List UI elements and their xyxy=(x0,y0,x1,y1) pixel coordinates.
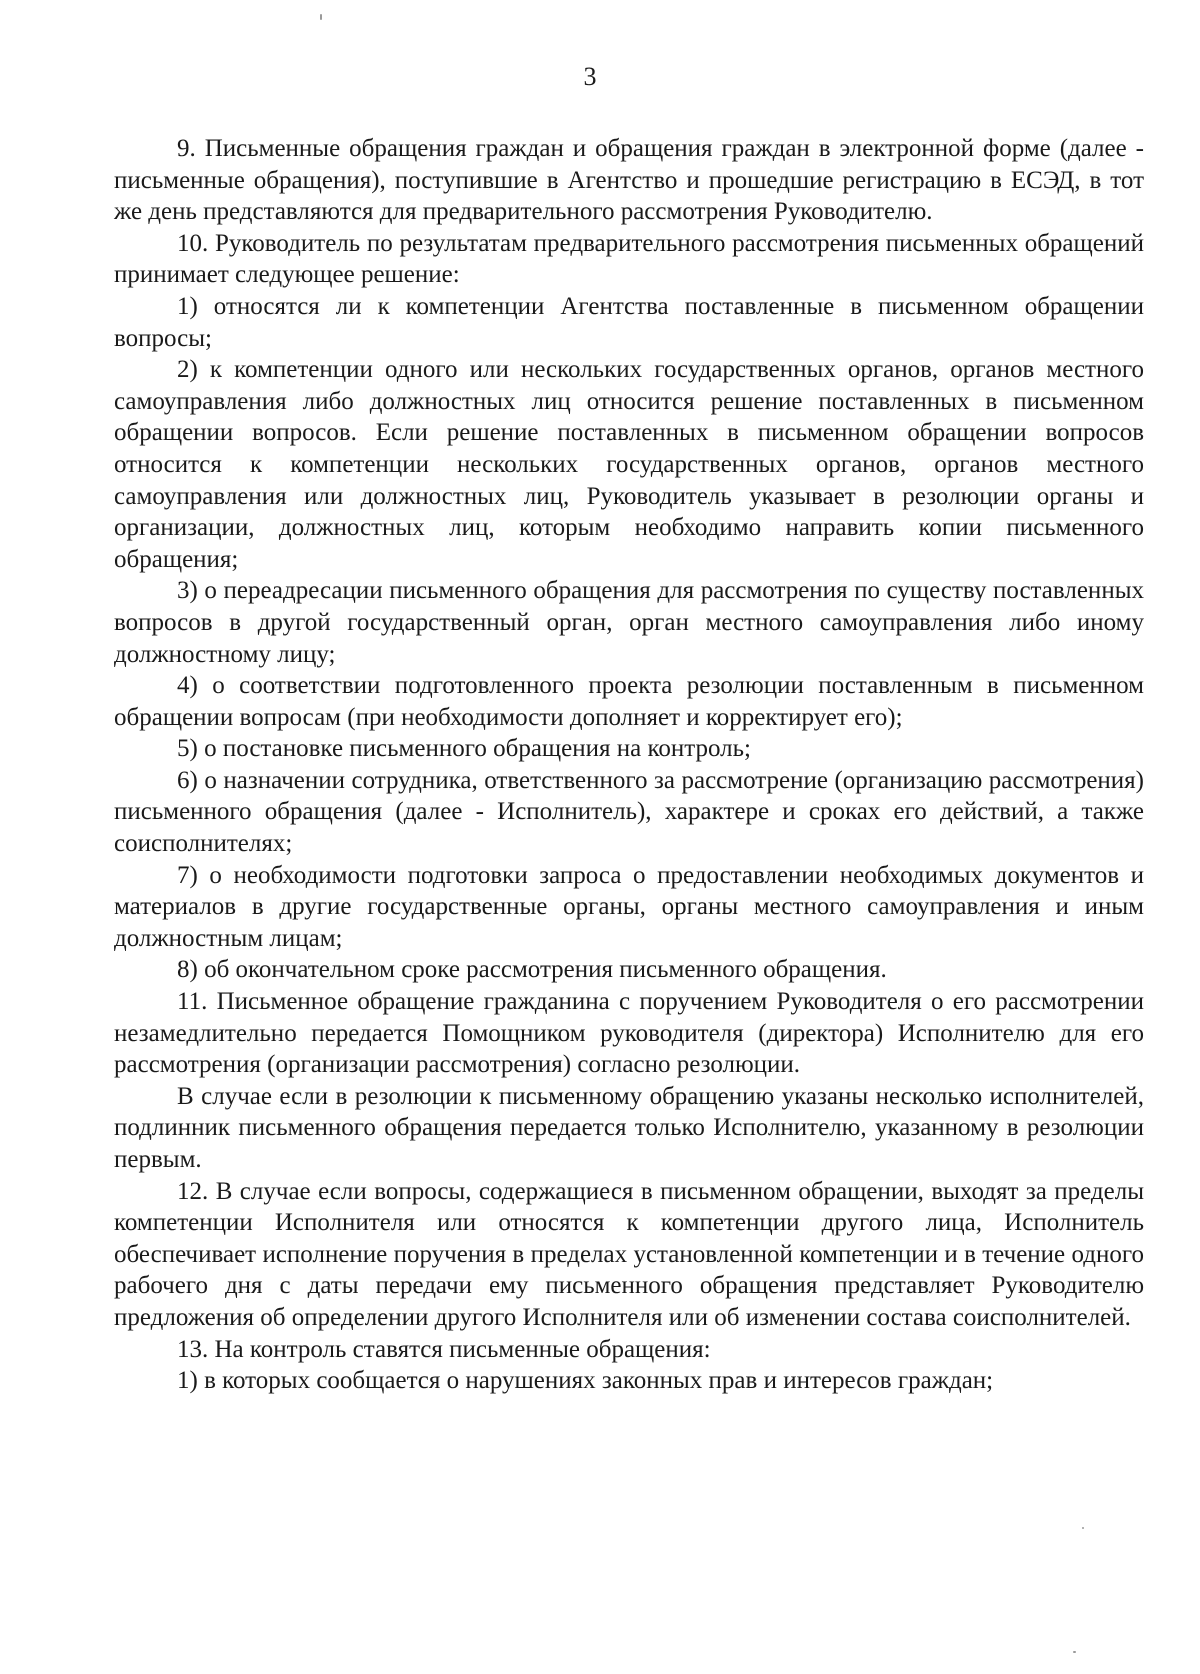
paragraph-10-item-3: 3) о переадресации письменного обращения для рассмотрения по существу поставленных вопросов в другой государственный орган, орган местного самоуправления либо иному должностному лицу; xyxy=(114,577,1144,668)
scan-speck xyxy=(1073,1651,1076,1653)
page-number: 3 xyxy=(583,62,597,91)
paragraph-10-item-2: 2) к компетенции одного или нескольких государственных органов, органов местного самоуправления либо должностных лиц относится решение поставленных в письменном обращении вопросов. Если решение поставленных в письменном обращении вопросов относится к компетенции нескольких государственных органов, органов местного самоуправления или должностных лиц, Руководитель указывает в резолюции органы и организации, должностных лиц, которым необходимо направить копии письменного обращения; xyxy=(114,356,1144,573)
paragraph-10-item-7: 7) о необходимости подготовки запроса о предоставлении необходимых документов и материалов в другие государственные органы, органы местного самоуправления и иным должностным лицам; xyxy=(114,861,1144,952)
paragraph-10: 10. Руководитель по результатам предварительного рассмотрения письменных обращений принимает следующее решение: xyxy=(114,229,1144,289)
paragraph-11: 11. Письменное обращение гражданина с поручением Руководителя о его рассмотрении незамедлительно передается Помощником руководителя (директора) Исполнителю для его рассмотрения (организации рассмотрения) согласно резолюции. xyxy=(114,988,1144,1079)
paragraph-13-item-1: 1) в которых сообщается о нарушениях законных прав и интересов граждан; xyxy=(177,1367,994,1395)
paragraph-10-item-6: 6) о назначении сотрудника, ответственного за рассмотрение (организацию рассмотрения) письменного обращения (далее - Исполнитель), характере и сроках его действий, а также соисполнителях; xyxy=(114,766,1144,858)
paragraph-10-item-5: 5) о постановке письменного обращения на контроль; xyxy=(177,735,751,763)
paragraph-10-item-1: 1) относятся ли к компетенции Агентства поставленные в письменном обращении вопросы; xyxy=(114,292,1144,352)
paragraph-11-continued: В случае если в резолюции к письменному обращению указаны несколько исполнителей, подлинник письменного обращения передается только Исполнителю, указанному в резолюции первым. xyxy=(114,1082,1144,1173)
paragraph-10-item-4: 4) о соответствии подготовленного проекта резолюции поставленным в письменном обращении вопросам (при необходимости дополняет и корректирует его); xyxy=(114,672,1144,731)
paragraph-9: 9. Письменные обращения граждан и обращения граждан в электронной форме (далее - письменные обращения), поступившие в Агентство и прошедшие регистрацию в ЕСЭД, в тот же день представляются для предварительного рассмотрения Руководителю. xyxy=(114,135,1144,226)
paragraph-13: 13. На контроль ставятся письменные обращения: xyxy=(177,1335,711,1363)
scan-speck xyxy=(1082,1527,1084,1529)
paragraph-10-item-8: 8) об окончательном сроке рассмотрения письменного обращения. xyxy=(177,956,887,984)
paragraph-12: 12. В случае если вопросы, содержащиеся в письменном обращении, выходят за пределы компетенции Исполнителя или относятся к компетенции другого лица, Исполнитель обеспечивает исполнение поручения в пределах установленной компетенции и в течение одного рабочего дня с даты передачи ему письменного обращения представляет Руководителю предложения об определении другого Исполнителя или об изменении состава соисполнителей. xyxy=(114,1177,1144,1331)
scan-speck xyxy=(320,14,322,20)
document-body xyxy=(114,133,1144,1397)
